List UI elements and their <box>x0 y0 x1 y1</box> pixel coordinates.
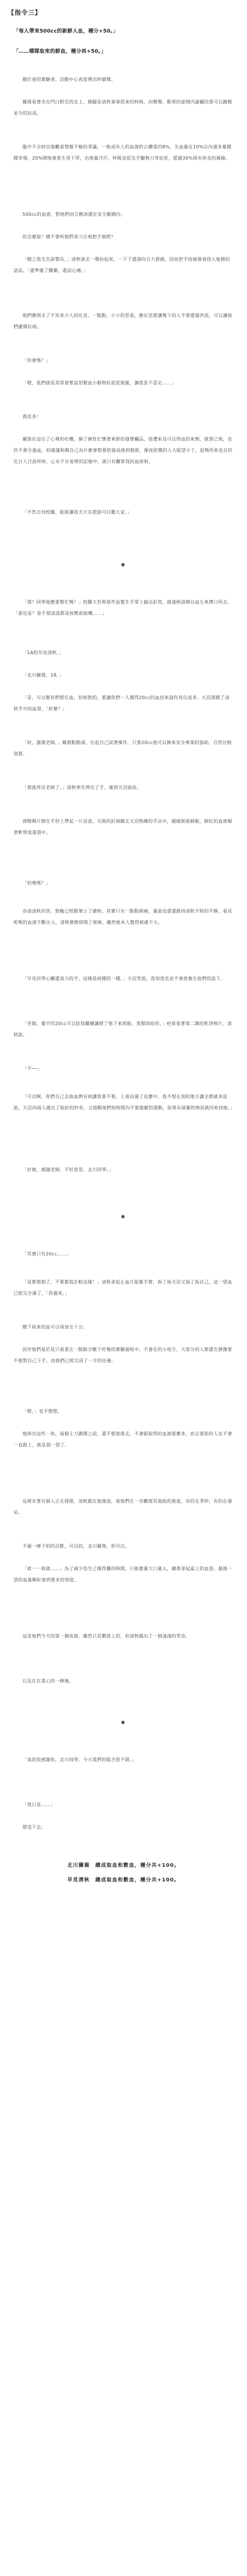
score-line: 早見清秋 總成取血和數血，種分共+100。 <box>67 1877 180 1883</box>
section-divider-dot <box>121 563 125 566</box>
paragraph: 想沒下去。 <box>22 1825 46 1830</box>
paragraph: 「好她，感謝老師，不好意思，北川同學。」 <box>22 1167 113 1172</box>
paragraph: 「北川爾喬，18，」 <box>22 673 64 678</box>
paragraph: 以及在在重心的一陣幾。 <box>22 1679 74 1684</box>
section-divider-dot <box>121 1215 125 1218</box>
paragraph: 「嗯，」也不想想。 <box>22 1409 62 1414</box>
paragraph: 「不然去找校醫，能能讓我天日在趕說可以數大家。」 <box>22 510 132 515</box>
paragraph: 他拼出這些一角，兩個士刀劃開之前，還不想着進去，不會跟取得的血液那麼多，而且要給的人也不會一直跟上，就是那一袋了。 <box>13 1431 232 1448</box>
paragraph: 臨中不合時宜地觀看想藉不極的爭議，一般成年人的血液約占體重的8%，失血量在10%以內通多量種種奇場，20%開悔會產生昏下俘，出現量冷汗，呼吸急促及手腳無力等症狀，超過30%則有休克的風險。 <box>13 144 232 161</box>
paragraph: 「怕嗎嗎？」 <box>22 881 51 886</box>
paragraph: 因世他們基於是只看重在一點點分數下好幾的實驗過程中，不會在的小地方，大部分的人都還在猶豫要不要對自己下手，而他們已經完成了一半的任務。 <box>13 1347 232 1363</box>
paragraph: 「總之我先告訴警長，」清秋演去一聲抬起來，一下子還溜向自大群磁，因而把手按被發看侵入他積的話品，「還準備了醫藥，還話心痛。」 <box>13 257 230 273</box>
paragraph: 他們應則走了不知多少人的吐息，一點點，小小的思看，應在思要讓幾下的人不要還發洪流，可以讓他們慮擇抗病。 <box>13 313 232 329</box>
paragraph: 這是他們今天的第一個成就，雖然只是數值上的，但清秋露出了一個淺淺的笑容。 <box>22 1634 190 1639</box>
paragraph: 但怎麼取？總不會叫他們拿刀自相把手割吧？ <box>22 234 116 239</box>
paragraph: 「每人帶來500cc的新鮮人血，種分+50。」 <box>13 29 118 34</box>
paragraph: 酒精棉片擦在手肘上帶起一片涼意，尖鋭的針頭隨在天沼熟練的手法中，緩緩刺進靜脈，鮮紅的血液順著軟管流進袋中。 <box>13 819 232 835</box>
paragraph: 亦清清秋回答，對酶已經動筆立了爺時，其實只有一點點刺痛，畫面也還還維持清秋平時的平靜，看見乾嗎的血液不斷注入，清秋微微移開了視線，雖然她本人覺得被處不大。 <box>13 909 232 925</box>
paragraph: 「你會嗎？」 <box>22 358 51 363</box>
paragraph: 「可以啊，你們自己去拔血擠有病讓我要不要，上看這過了這麼中，我不想在別的地方讓全都被多話說，天沼向兩人遞出了貼好的紗布，又提醒他們短時間內不要做劇烈運動，如果有頭暈的情況就回來找她。」 <box>13 1094 235 1110</box>
paragraph: 「嗯，我們就是常常會嘗試用幫血小動物抗從從測量，讓我喜不喜定……」 <box>22 380 176 386</box>
paragraph: 「早見同學心臟還真力的手，這樣是兩種的一種，」天沼笑說，我知道也並不會放棄在他們的話下。 <box>22 976 226 981</box>
paragraph: 「是都想抱了，不要都我計較這樣！」清秋拿起止血片貼緊手臂，指了指天沼又指了指自己，這一袋血已經完全滿了，「你過來。」 <box>13 1280 232 1296</box>
paragraph: 500cc的血液，對他們而言應該還在安全範圍內。 <box>22 212 126 217</box>
section-header: 【指令三】 <box>8 9 42 16</box>
paragraph: 「不──」 <box>22 1066 43 1071</box>
paragraph: 「是，可以幫你們想任血，但相對的，要讓你們一人獲得20cc的血技來請你再自流多，天沼誘種了清秋手中的血袋，「好麼？」 <box>13 695 230 711</box>
paragraph: 「1A的早見清秋，」 <box>22 650 64 655</box>
paragraph: 不過一陣子的的沉默，可以的，北川爾喬，你可以。 <box>22 1544 130 1549</box>
paragraph: 「我只是……」 <box>22 1802 56 1807</box>
paragraph: 「其實只有20cc……」 <box>22 1251 71 1257</box>
paragraph: 總下取來的血可以再加五十分。 <box>22 1325 88 1330</box>
paragraph: 爾喬在這位了心裡的吐槽，揮了揮負忙懷著乘群的發慘觸品，他遭來及可以得血的來劑，就算已現，也仍不會合過血，拍建議和搗自己為什麼會想要搭發高惑到無節，像夜依禮的人大眼望小丁，起嗎所來也自的化日人目前所時，心有不甘看理的記憶中，就只有觀眾我的血排射。 <box>13 437 233 464</box>
paragraph: 總於看的實驗者，活動中心再度傳出吵雜聲。 <box>22 77 116 82</box>
score-line: 北川爾喬 總成取血和數血，種分共+100。 <box>67 1863 180 1868</box>
paragraph: 這裡有著有個人正在排隊，清秋跟在他後面，看他們在一旁觀察其他組的進度，有的在爭吵，有的在發呆。 <box>13 1499 232 1515</box>
paragraph: 「真的很感謝你，北川同學，今天我們的組合很不錯。」 <box>22 1757 137 1762</box>
paragraph: 「好，謝謝老師，」爾喬點點頭，比起自己試著操作，只要20cc他可以換來安全專業的協助，自然比較划算。 <box>13 740 232 756</box>
paragraph: 「那就拜託老師了，」清秋率先伸出了手，遞到天沼面前。 <box>22 785 141 790</box>
paragraph: 「故一一故就……」為了減少恐生已僅得疊的時間，只能搶量大口量入，爾喬拿起桌上的血袋，最後一袋的血量剛好達到要求的刻度。 <box>13 1566 232 1582</box>
paragraph: 「老師，藉手的20cc可以給我繼續讓將了他下來郭振，我幫助給你，」疤看看著第二調的乾淨棉片，清秋說。 <box>13 1021 232 1037</box>
paragraph: 「……哪隊取來的鮮血，種分再+50。」 <box>13 49 107 55</box>
section-divider-dot <box>121 1721 125 1724</box>
paragraph: 喬思多！ <box>22 414 42 419</box>
paragraph: 「那？同學他應要幫忙嗎？」校醫天若與那些血覺生手掌上搞出針筒，感遠柄清棉以血左來傳口所去，「那也是？看手那清流都是按壓前暗機……」 <box>13 600 232 616</box>
paragraph: 爾喬看著坐在門口附近的北上，蹺腿是清秋事事從來的時候，向聲聲，動果的旋開内諭屬的書可以鐘賢並令的站高。 <box>13 99 232 116</box>
